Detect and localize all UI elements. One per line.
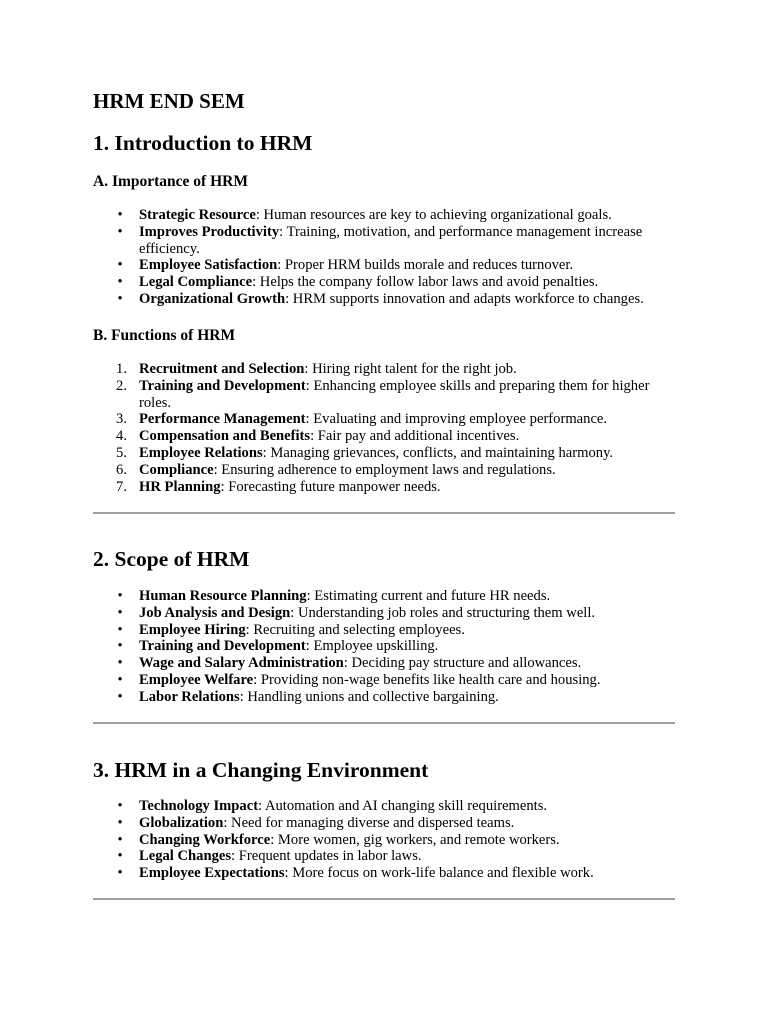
number-marker: 2.	[116, 377, 127, 394]
bullet-marker: •	[117, 207, 123, 223]
list-item-text: : Managing grievances, conflicts, and maintaining harmony.	[262, 444, 614, 461]
list-item-term: Legal Changes	[139, 848, 232, 865]
bullet-marker: •	[117, 814, 123, 831]
list-item-text: : Human resources are key to achieving organizational goals.	[255, 207, 612, 223]
list-item-text: : Training, motivation, and performance management increase efficiency.	[139, 223, 643, 257]
list-item-text: : Hiring right talent for the right job.	[304, 361, 517, 377]
list-item-term: Job Analysis and Design	[139, 604, 291, 621]
list-item-text: : Helps the company follow labor laws and avoid penalties.	[252, 274, 599, 291]
list-item-term: Compliance	[139, 461, 214, 478]
list-item-text: : Deciding pay structure and allowances.	[343, 655, 582, 672]
list-item-term: Organizational Growth	[139, 290, 286, 307]
list-item	[93, 865, 675, 882]
list-item	[93, 605, 675, 622]
list-item-text: : Automation and AI changing skill requirements.	[258, 798, 548, 814]
list-item	[93, 588, 675, 605]
list-item	[93, 848, 675, 865]
list-item-text: : More women, gig workers, and remote workers.	[270, 831, 560, 848]
bullet-marker: •	[117, 638, 123, 655]
horizontal-rule	[93, 722, 675, 724]
list-item-text: : Employee upskilling.	[305, 638, 439, 655]
list-item-term: Technology Impact	[139, 798, 259, 814]
bullet-marker: •	[117, 848, 123, 865]
bullet-marker: •	[117, 223, 123, 240]
bullet-marker: •	[117, 274, 123, 291]
list-item	[93, 655, 675, 672]
bullet-marker: •	[117, 257, 123, 274]
list-item-text: : Handling unions and collective bargaining.	[239, 688, 499, 705]
list-item-text: : Forecasting future manpower needs.	[220, 478, 441, 495]
list-item-term: Employee Relations	[139, 444, 263, 461]
number-marker: 5.	[116, 444, 127, 461]
number-marker: 7.	[116, 478, 127, 495]
list-item	[93, 411, 675, 428]
list-item-term: Legal Compliance	[139, 274, 253, 291]
list-item-text: : Fair pay and additional incentives.	[310, 428, 520, 445]
list-item-term: Compensation and Benefits	[139, 428, 311, 445]
bullet-marker: •	[117, 604, 123, 621]
bullet-marker: •	[117, 290, 123, 307]
section-heading-scope: 2. Scope of HRM	[93, 547, 250, 571]
list-item	[93, 815, 675, 832]
list-item-term: Training and Development	[139, 638, 306, 655]
list-item-term: Employee Welfare	[139, 671, 254, 688]
list-item-term: Employee Hiring	[139, 621, 246, 638]
list-item-term: Employee Satisfaction	[139, 257, 278, 274]
bullet-marker: •	[117, 688, 123, 705]
list-item	[93, 291, 675, 308]
list-item-text: : More focus on work-life balance and flexible work.	[284, 865, 594, 882]
list-item-text: : Frequent updates in labor laws.	[231, 848, 422, 865]
functions-list	[93, 361, 675, 495]
section-heading-introduction: 1. Introduction to HRM	[93, 131, 313, 155]
changing-environment-list	[93, 798, 675, 882]
list-item	[93, 672, 675, 689]
number-marker: 3.	[116, 411, 127, 428]
bullet-marker: •	[117, 865, 123, 882]
list-item-term: Recruitment and Selection	[139, 361, 305, 377]
list-item-text: : Estimating current and future HR needs.	[306, 588, 551, 604]
list-item	[93, 378, 675, 412]
number-marker: 4.	[116, 428, 127, 445]
list-item-text: : Evaluating and improving employee performance.	[305, 411, 608, 428]
section-heading-changing-environment: 3. HRM in a Changing Environment	[93, 758, 429, 782]
list-item-term: Performance Management	[139, 411, 306, 428]
list-item-text: : Providing non-wage benefits like health care and housing.	[253, 671, 601, 688]
list-item-term: Strategic Resource	[139, 207, 256, 223]
horizontal-rule	[93, 898, 675, 900]
subsection-heading-importance: A. Importance of HRM	[93, 173, 248, 190]
list-item	[93, 689, 675, 706]
list-item	[93, 224, 675, 258]
list-item-text: : Understanding job roles and structuring them well.	[290, 604, 596, 621]
list-item-text: : Ensuring adherence to employment laws and regulations.	[213, 461, 556, 478]
list-item-text: : Recruiting and selecting employees.	[245, 621, 465, 638]
list-item	[93, 207, 675, 224]
list-item-text: : Proper HRM builds morale and reduces turnover.	[277, 257, 574, 274]
list-item-term: Wage and Salary Administration	[139, 655, 344, 672]
document-title: HRM END SEM	[93, 89, 245, 113]
scope-list	[93, 588, 675, 706]
list-item-term: Employee Expectations	[139, 865, 285, 882]
number-marker: 6.	[116, 461, 127, 478]
bullet-marker: •	[117, 655, 123, 672]
list-item-term: Labor Relations	[139, 688, 240, 705]
number-marker: 1.	[116, 361, 127, 377]
list-item	[93, 274, 675, 291]
list-item-term: Globalization	[139, 814, 224, 831]
list-item	[93, 257, 675, 274]
horizontal-rule	[93, 512, 675, 514]
bullet-marker: •	[117, 588, 123, 604]
bullet-marker: •	[117, 621, 123, 638]
importance-list	[93, 207, 675, 308]
list-item	[93, 479, 675, 496]
bullet-marker: •	[117, 671, 123, 688]
list-item	[93, 798, 675, 815]
list-item-term: HR Planning	[139, 478, 221, 495]
list-item-term: Changing Workforce	[139, 831, 271, 848]
bullet-marker: •	[117, 798, 123, 814]
list-item-text: : Need for managing diverse and dispersed teams.	[223, 814, 515, 831]
list-item	[93, 428, 675, 445]
list-item	[93, 622, 675, 639]
list-item	[93, 462, 675, 479]
list-item	[93, 445, 675, 462]
bullet-marker: •	[117, 831, 123, 848]
list-item-term: Improves Productivity	[139, 223, 280, 240]
list-item-term: Human Resource Planning	[139, 588, 307, 604]
list-item-text: : HRM supports innovation and adapts workforce to changes.	[285, 290, 644, 307]
list-item	[93, 832, 675, 849]
subsection-heading-functions: B. Functions of HRM	[93, 327, 236, 344]
list-item-term: Training and Development	[139, 377, 306, 394]
list-item-text: : Enhancing employee skills and preparing them for higher roles.	[139, 377, 650, 411]
list-item	[93, 638, 675, 655]
list-item	[93, 361, 675, 378]
